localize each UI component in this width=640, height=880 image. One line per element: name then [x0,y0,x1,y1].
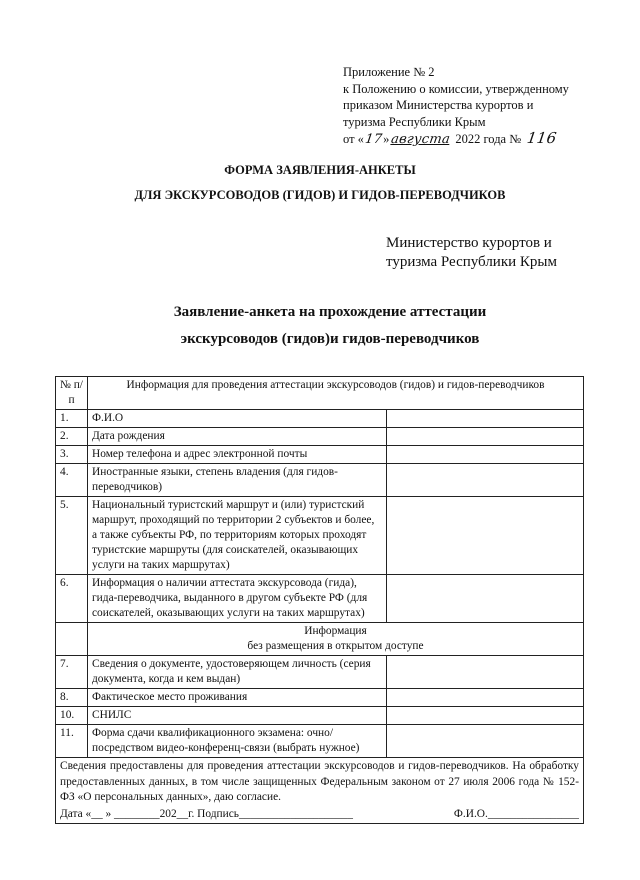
row-answer-field[interactable] [387,689,584,707]
consent-text: Сведения предоставлены для проведения аттестации экскурсоводов и гидов-переводчиков. На обработку предоставленных данных, в том числе защищенных Федеральным законом от 27 июля 2006 года № 152-ФЗ «О персональных данных», даю согласие. [60,760,579,803]
row-number: 11. [56,725,88,758]
handwritten-month: августа [390,132,452,147]
table-row [56,707,584,725]
row-answer-field[interactable] [387,410,584,428]
appendix-line-3: приказом Министерства курортов и [343,98,534,112]
recipient-block [386,234,557,272]
row-label: Иностранные языки, степень владения (для гидов-переводчиков) [88,464,387,497]
section-title-line-2: без размещения в открытом доступе [247,640,424,652]
row-number: 6. [56,575,88,623]
row-number: 1. [56,410,88,428]
row-number: 8. [56,689,88,707]
table-header-row [56,377,584,410]
row-label: Дата рождения [88,428,387,446]
appendix-line-4: туризма Республики Крым [343,114,486,129]
row-label: Номер телефона и адрес электронной почты [88,446,387,464]
form-title-line-1: ФОРМА ЗАЯВЛЕНИЯ-АНКЕТЫ [224,163,416,177]
handwritten-day: 17 [363,132,384,147]
section-empty-cell [56,623,88,656]
table-row [56,689,584,707]
row-answer-field[interactable] [387,575,584,623]
table-row [56,497,584,575]
row-number: 10. [56,707,88,725]
appendix-date-prefix: от « [343,132,364,146]
table-row [56,464,584,497]
fio-field[interactable]: Ф.И.О.________________ [453,807,579,820]
recipient-line-1: Министерство курортов и [386,235,552,251]
row-answer-field[interactable] [387,464,584,497]
row-label: СНИЛС [88,707,387,725]
row-number: 3. [56,446,88,464]
row-answer-field[interactable] [387,428,584,446]
table-row [56,410,584,428]
section-title-line-1: Информация [304,625,367,637]
header-info-cell: Информация для проведения аттестации экскурсоводов (гидов) и гидов-переводчиков [88,377,584,410]
row-number: 2. [56,428,88,446]
appendix-date-mid: » [383,132,390,146]
recipient-line-2: туризма Республики Крым [386,254,557,270]
table-row [56,725,584,758]
handwritten-order-number: 116 [526,129,559,147]
header-num-cell: № п/п [56,377,88,410]
row-number: 4. [56,464,88,497]
table-row [56,656,584,689]
row-label: Сведения о документе, удостоверяющем личность (серия документа, когда и кем выдан) [88,656,387,689]
row-answer-field[interactable] [387,446,584,464]
row-label: Ф.И.О [88,410,387,428]
form-title-line-2: ДЛЯ ЭКСКУРСОВОДОВ (ГИДОВ) И ГИДОВ-ПЕРЕВОДЧИКОВ [134,188,506,202]
row-number: 7. [56,656,88,689]
table-row [56,428,584,446]
row-answer-field[interactable] [387,725,584,758]
appendix-year-text: 2022 года № [452,132,525,146]
row-label: Фактическое место проживания [88,689,387,707]
consent-cell [56,758,584,824]
table-row [56,446,584,464]
table-row [56,575,584,623]
row-label: Информация о наличии аттестата экскурсовода (гида), гида-переводчика, выданного в другом субъекте РФ (для соискателей, оказывающих услуги на таких маршрутах) [88,575,387,623]
application-title-line-2: экскурсоводов (гидов)и гидов-переводчиков [180,331,480,347]
appendix-line-5 [343,130,613,149]
section-header-row [56,623,584,656]
row-answer-field[interactable] [387,707,584,725]
appendix-block [343,64,613,149]
row-answer-field[interactable] [387,497,584,575]
application-title-line-1: Заявление-анкета на прохождение аттестации [173,304,487,320]
section-title [88,623,584,656]
row-label: Форма сдачи квалификационного экзамена: очно/посредством видео-конференц-связи (выбрать нужное) [88,725,387,758]
consent-row [56,758,584,824]
date-signature-field[interactable]: Дата «__ » ________202__г. Подпись____________________ [60,807,353,820]
signature-line [60,807,579,823]
row-label: Национальный туристский маршрут и (или) туристский маршрут, проходящий по территории 2 субъектов и более, а также субъекты РФ, по территориям которых проходят туристские маршруты (для соискателей, оказывающих услуги на таких маршрутах) [88,497,387,575]
row-answer-field[interactable] [387,656,584,689]
appendix-line-2: к Положению о комиссии, утвержденному [343,81,569,96]
row-number: 5. [56,497,88,575]
appendix-line-1: Приложение № 2 [343,65,435,79]
application-table [55,376,584,824]
